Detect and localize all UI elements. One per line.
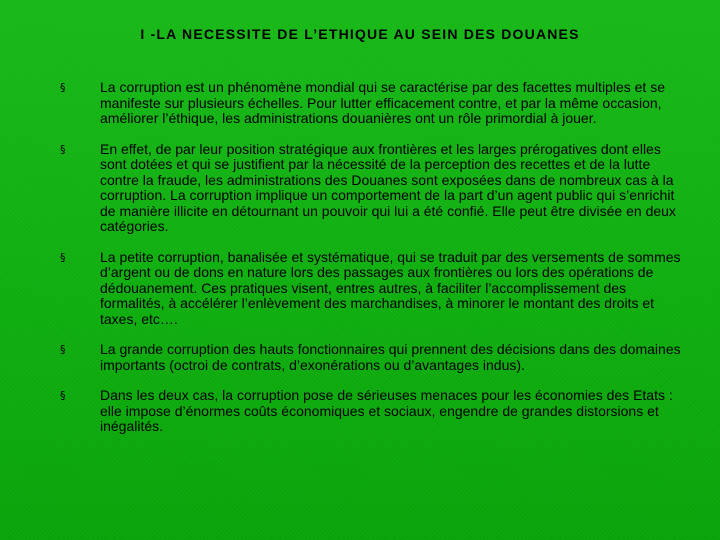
list-item — [60, 250, 688, 328]
bullet-marker-icon: § — [60, 250, 66, 264]
list-item — [60, 80, 688, 127]
bullet-marker-icon: § — [60, 81, 66, 94]
list-item — [60, 142, 688, 235]
bullet-text: La corruption est un phénomène mondial qui se caractérise par des facettes multiples et se manifeste sur plusieurs échelles. Pour lutter efficacement contre, et par la même occasion, améliorer l’éthique, les administrations douanières ont un rôle primordial à jouer. — [100, 79, 665, 126]
bullet-marker-icon: § — [60, 389, 66, 402]
bullet-list — [60, 80, 688, 450]
bullet-text: En effet, de par leur position stratégique aux frontières et les larges prérogatives dont elles sont dotées et qui se justifient par la nécessité de la perception des recettes et de la lutte contre la fraude, les administrations des Douanes sont exposées dans de nombreux cas à la corruption. La corruption implique un comportement de la part d’un agent public qui s’enrichit de manière illicite en détournant un pouvoir qui lui a été confié. Elle peut être divisée en deux catégories. — [100, 140, 676, 234]
bullet-text: Dans les deux cas, la corruption pose de sérieuses menaces pour les économies des Etats : elle impose d’énormes coûts économiques et sociaux, engendre de grandes distorsions et inégalités. — [100, 387, 673, 434]
list-item — [60, 388, 688, 435]
list-item — [60, 342, 688, 373]
bullet-marker-icon: § — [60, 142, 66, 156]
bullet-text: La petite corruption, banalisée et systématique, qui se traduit par des versements de sommes d’argent ou de dons en nature lors des passages aux frontières ou lors des opérations de dédouanement. Ces pratiques visent, entres autres, à faciliter l’accomplissement des formalités, à accélérer l’enlèvement des marchandises, à minorer le montant des droits et taxes, etc…. — [100, 248, 681, 327]
bullet-marker-icon: § — [60, 343, 66, 356]
slide-title: I -LA NECESSITE DE L’ETHIQUE AU SEIN DES DOUANES — [140, 26, 580, 42]
bullet-text: La grande corruption des hauts fonctionnaires qui prennent des décisions dans des domaines importants (octroi de contrats, d’exonérations ou d’avantages indus). — [100, 341, 681, 373]
